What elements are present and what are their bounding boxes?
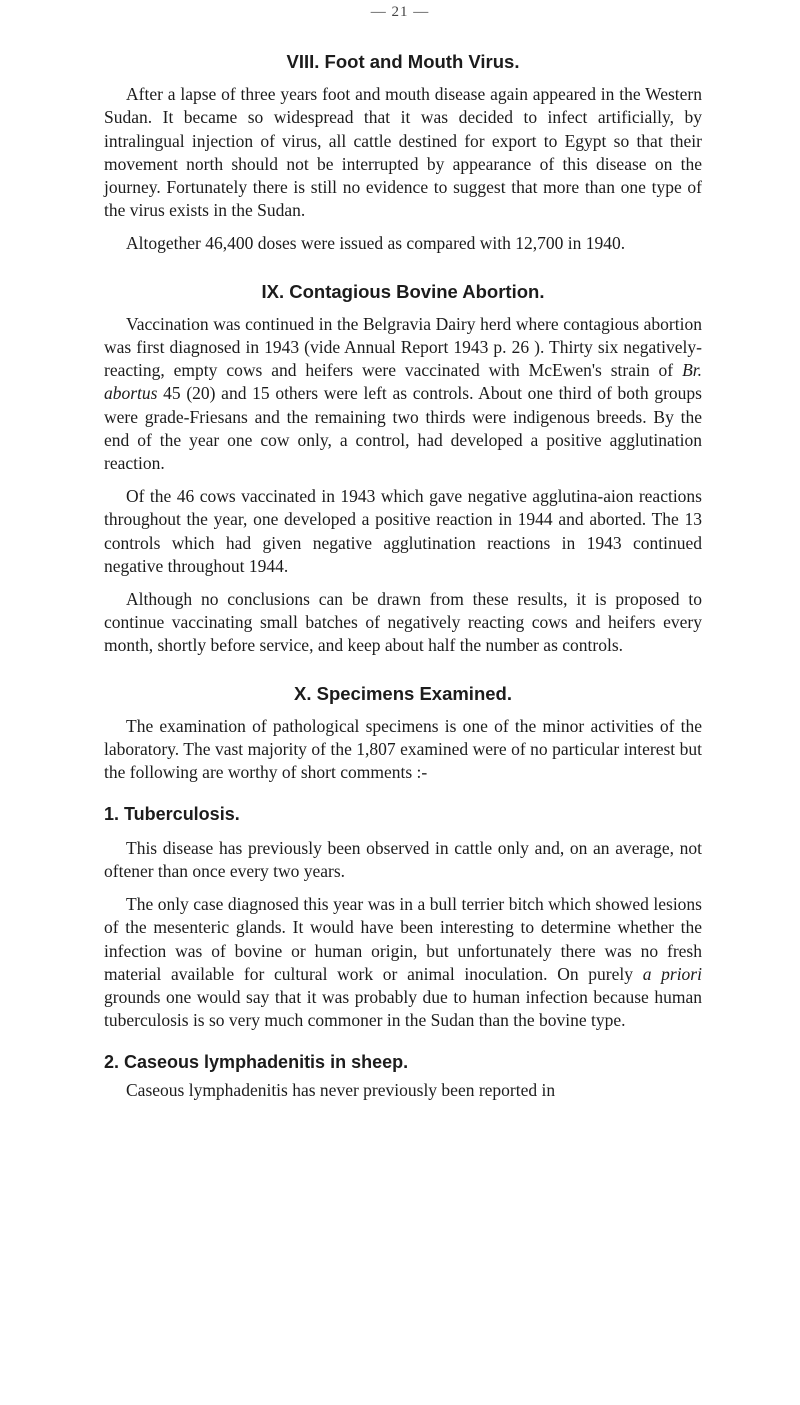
section-heading-specimens-examined: X. Specimens Examined. <box>294 682 512 704</box>
paragraph <box>104 893 702 1032</box>
section-heading-foot-and-mouth: VIII. Foot and Mouth Virus. <box>286 51 520 72</box>
text-run: grounds one would say that it was probably due to human infection because human tuberculosis is so very much commoner in the Sudan than the bovine type. <box>104 986 702 1031</box>
italic-species-name: Br. abortus <box>104 360 702 404</box>
subheading-tuberculosis: 1. Tuberculosis. <box>104 804 240 825</box>
subheading-caseous-lymphadenitis: 2. Caseous lymphadenitis in sheep. <box>104 1052 409 1073</box>
page-number: — 21 — <box>370 4 430 20</box>
text-run: Vaccination was continued in the Belgravia Dairy herd where contagious abortion was first diagnosed in 1943 (vide Annual Report 1943 p. 26 ). Thirty six negatively-reacting, empty cows and heifers were vaccinated with McEwen's strain of <box>104 313 702 381</box>
italic-latin-phrase: a priori <box>642 963 702 984</box>
paragraph: Although no conclusions can be drawn from these results, it is proposed to continue vaccinating small batches of negatively reacting cows and heifers every month, shortly before service, and keep about half the number as controls. <box>104 589 702 656</box>
text-run: 45 (20) and 15 others were left as controls. About one third of both groups were grade-Friesans and the remaining two thirds were indigenous breeds. By the end of the year one cow only, a control, had developed a positive agglutination reaction. <box>104 383 702 474</box>
paragraph: The examination of pathological specimens is one of the minor activities of the laboratory. The vast majority of the 1,807 examined were of no particular interest but the following are worthy of short comments :- <box>104 715 702 783</box>
paragraph: Of the 46 cows vaccinated in 1943 which gave negative agglutina-aion reactions throughout the year, one developed a positive reaction in 1944 and aborted. The 13 controls which had given negative agglutination reactions in 1943 continued negative throughout 1944. <box>104 486 702 576</box>
paragraph: Caseous lymphadenitis has never previously been reported in <box>126 1079 556 1100</box>
paragraph <box>104 313 702 475</box>
section-heading-contagious-abortion: IX. Contagious Bovine Abortion. <box>261 280 545 302</box>
paragraph: This disease has previously been observed in cattle only and, on an average, not oftener than once every two years. <box>104 837 702 881</box>
text-run: The only case diagnosed this year was in a bull terrier bitch which showed lesions of the mesenteric glands. It would have been interesting to determine whether the infection was of bovine or human origin, but unfortunately there was no fresh material available for cultural work or animal inoculation. On purely <box>104 894 702 984</box>
paragraph: After a lapse of three years foot and mouth disease again appeared in the Western Sudan. It became so widespread that it was decided to infect artificially, by intralingual injection of virus, all cattle destined for export to Egypt so that their movement north should not be interrupted by appearance of this disease on the journey. Fortunately there is still no evidence to suggest that more than one type of the virus exists in the Sudan. <box>104 84 702 221</box>
page-body <box>104 50 702 1102</box>
paragraph: Altogether 46,400 doses were issued as compared with 12,700 in 1940. <box>126 233 626 254</box>
